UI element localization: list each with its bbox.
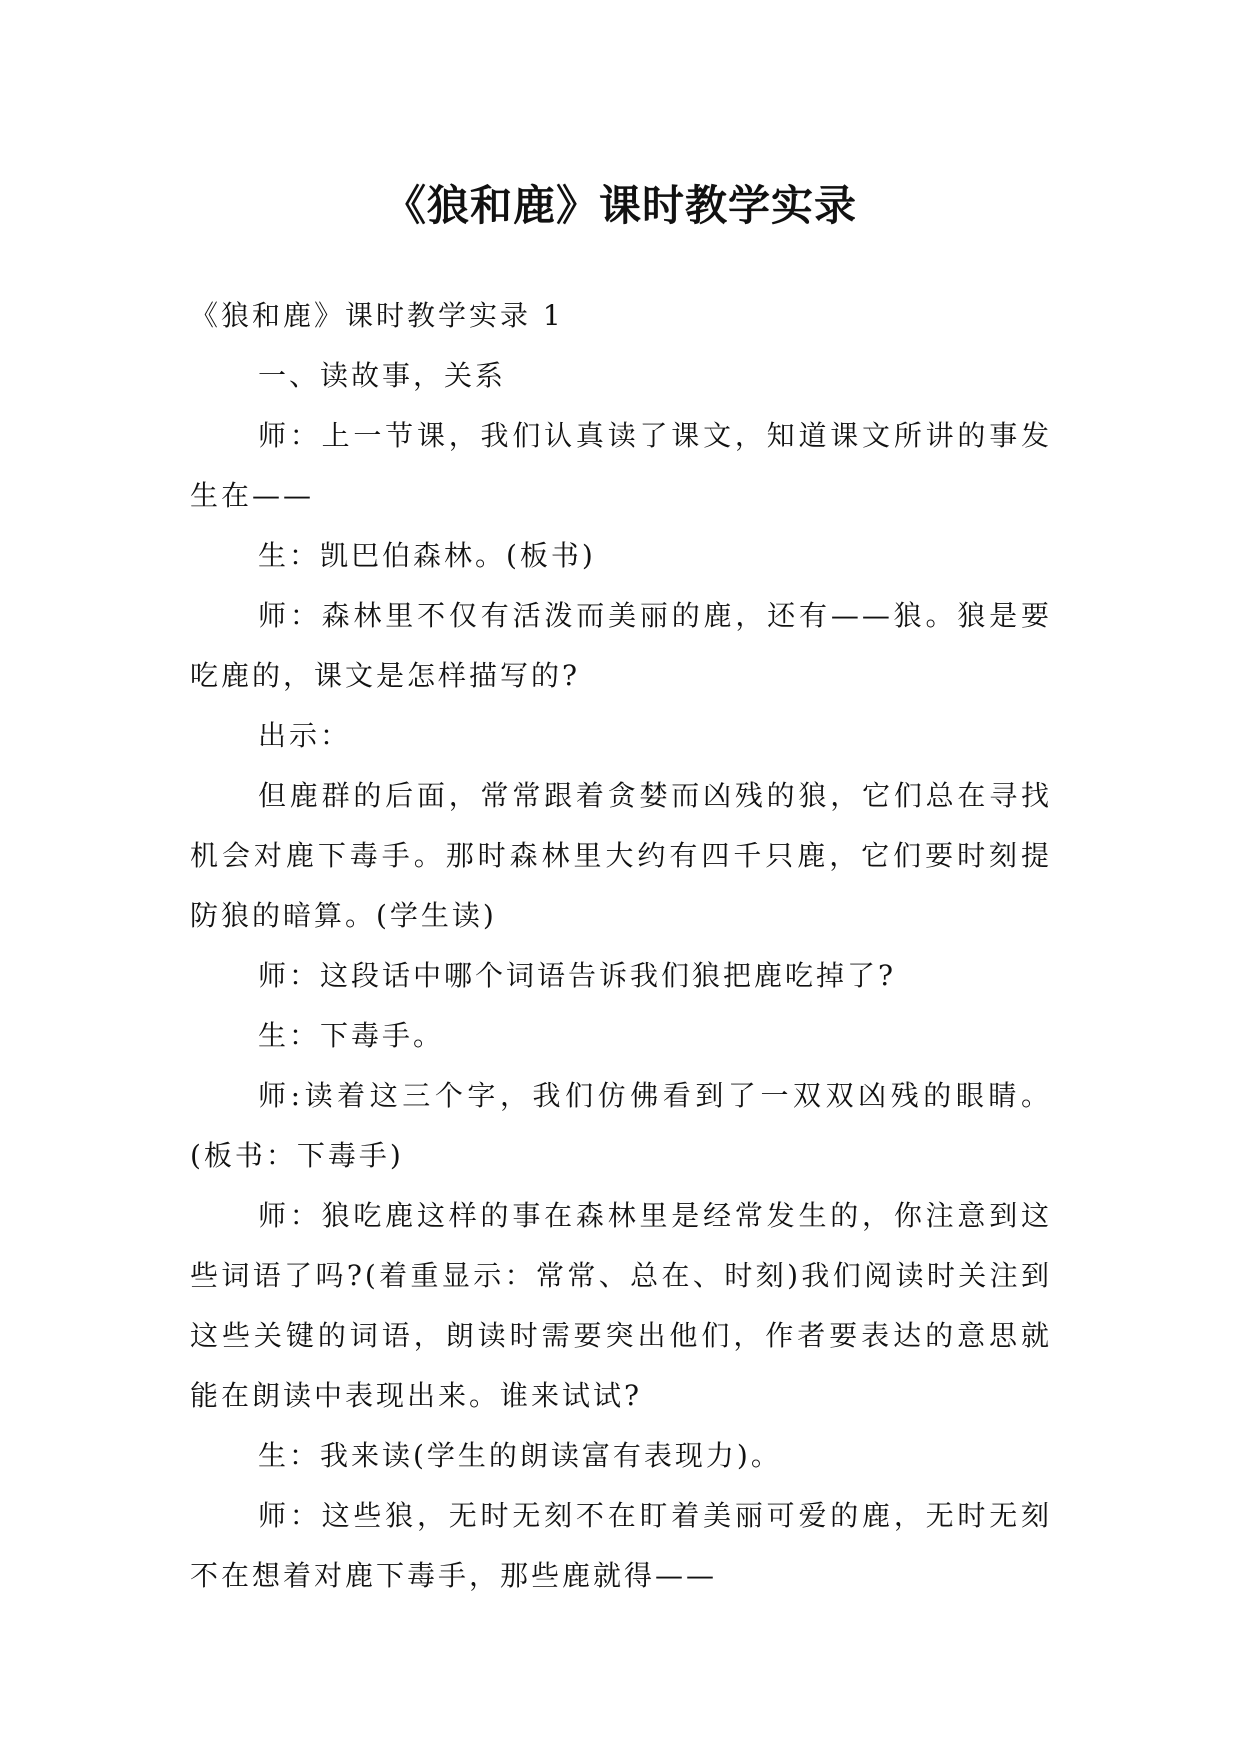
paragraph: 生：凯巴伯森林。(板书) [258, 539, 596, 572]
paragraph: 但鹿群的后面，常常跟着贪婪而凶残的狼，它们总在寻找机会对鹿下毒手。那时森林里大约有四千只鹿，它们要时刻提防狼的暗算。(学生读) [190, 779, 1052, 932]
section-heading: 《狼和鹿》课时教学实录 1 [190, 299, 564, 332]
paragraph: 师：上一节课，我们认真读了课文，知道课文所讲的事发生在—— [190, 419, 1052, 512]
paragraph: 师:读着这三个字，我们仿佛看到了一双双凶残的眼睛。(板书：下毒手) [190, 1079, 1052, 1172]
paragraph: 一、读故事，关系 [258, 359, 507, 392]
paragraph: 师：这段话中哪个词语告诉我们狼把鹿吃掉了? [258, 959, 897, 992]
paragraph: 师：狼吃鹿这样的事在森林里是经常发生的，你注意到这些词语了吗?(着重显示：常常、总在、时刻)我们阅读时关注到这些关键的词语，朗读时需要突出他们，作者要表达的意思就能在朗读中表现出来。谁来试试? [190, 1199, 1052, 1412]
document-title: 《狼和鹿》课时教学实录 [383, 181, 857, 231]
paragraph: 出示： [258, 719, 352, 752]
paragraph: 生：下毒手。 [258, 1019, 445, 1052]
document-body [190, 286, 1052, 1606]
paragraph: 师：森林里不仅有活泼而美丽的鹿，还有——狼。狼是要吃鹿的，课文是怎样描写的? [190, 599, 1052, 692]
paragraph: 生：我来读(学生的朗读富有表现力)。 [258, 1439, 782, 1472]
paragraph: 师：这些狼，无时无刻不在盯着美丽可爱的鹿，无时无刻不在想着对鹿下毒手，那些鹿就得—— [190, 1499, 1052, 1592]
